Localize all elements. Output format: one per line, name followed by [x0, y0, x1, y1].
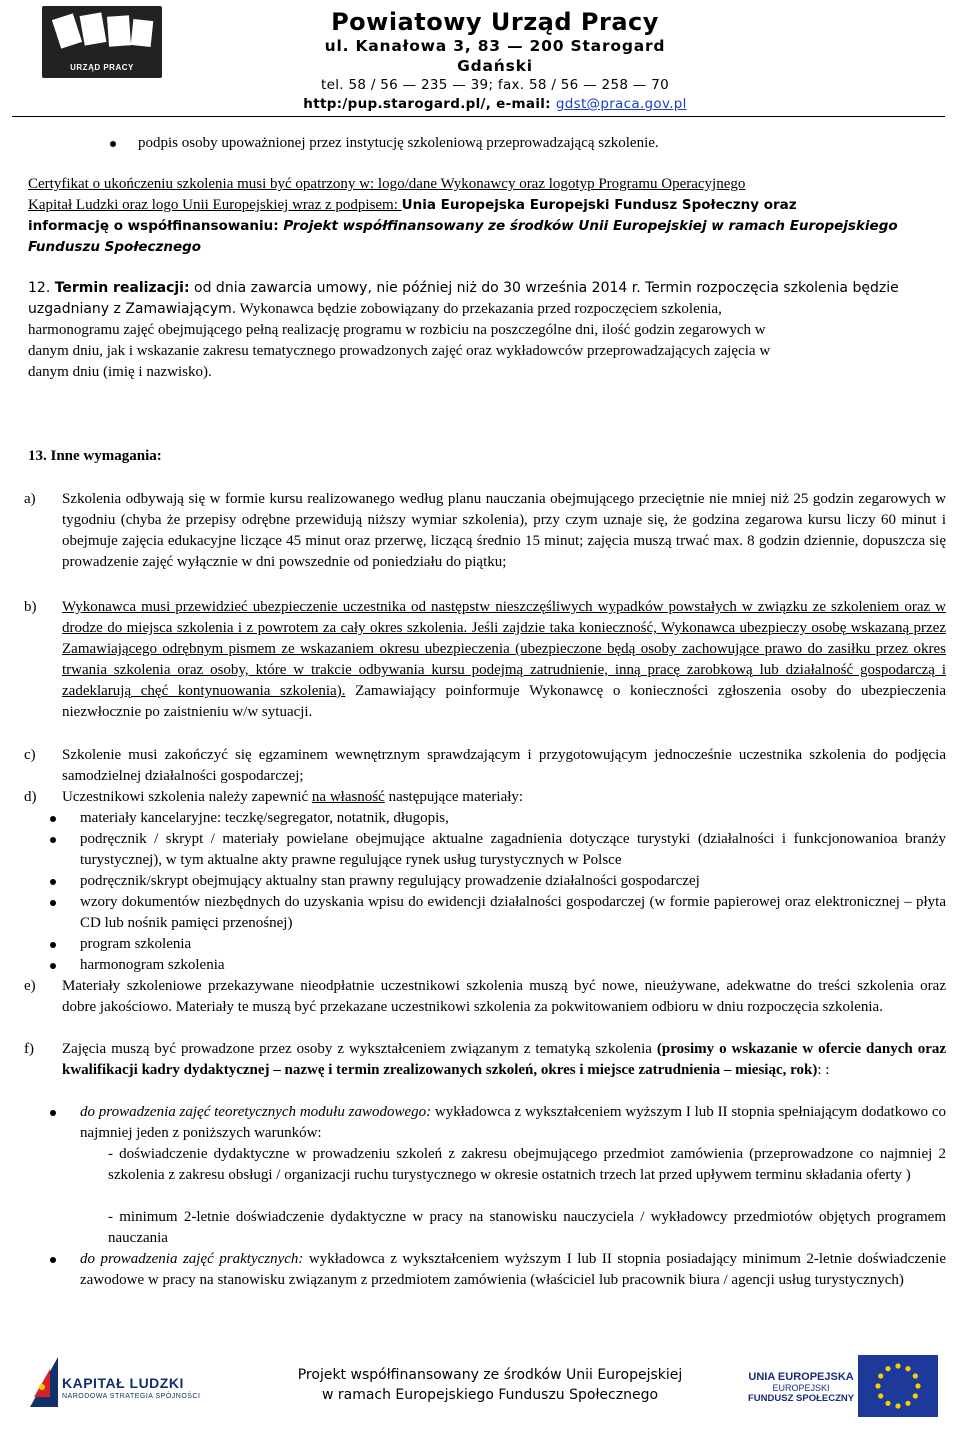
section-13-heading: 13. Inne wymagania:: [28, 448, 162, 464]
letterhead: [290, 8, 700, 113]
f-sub-item: - doświadczenie dydaktyczne w prowadzeniu szkoleń z zakresu obejmującego przedmiot zamówienia (przeprowadzone co najmniej 2 szkolenia z zakresu obsługi / organizacji ruchu turystycznego w okresie ostatnich trzech lat przed upływem terminu składania oferty ): [108, 1146, 946, 1183]
bullet-icon: [50, 879, 56, 885]
d-list-item: wzory dokumentów niezbędnych do uzyskania wpisu do ewidencji działalności gospodarczej (w formie papierowej oraz elektronicznej – płyta CD lub nośnik pamięci przenośnej): [80, 894, 946, 931]
bullet-icon: [50, 900, 56, 906]
section-12-line3: harmonogramu zajęć obejmującego pełną realizację programu w rozbiciu na poszczególne dni, ilość godzin zegarowych w: [28, 322, 766, 338]
item-e-text: Materiały szkoleniowe przekazywane nieodpłatnie uczestnikowi szkolenia muszą być nowe, nieużywane, adekwatne do treści szkolenia oraz dobre jakościowo. Materiały te muszą być przekazane uczestnikowi szkolenia za pokwitowaniem odbioru w dniu rozpoczęcia szkolenia.: [62, 978, 946, 1015]
certificate-line1: Certyfikat o ukończeniu szkolenia musi być opatrzony w: logo/dane Wykonawcy oraz logotyp Programu Operacyjnego: [28, 176, 746, 192]
bullet-icon: [50, 1257, 56, 1263]
item-d-label: d): [24, 789, 37, 805]
certificate-line3: informację o współfinansowaniu: Projekt współfinansowany ze środków Unii Europejskiej w ramach Europejskiego: [28, 218, 898, 234]
office-address: ul. Kanałowa 3, 83 — 200 Starogard Gdański: [324, 37, 666, 75]
kapital-ludzki-emblem: [30, 1357, 58, 1407]
kapital-ludzki-logo: KAPITAŁ LUDZKI NARODOWA STRATEGIA SPÓJNOŚCI: [62, 1375, 201, 1400]
certificate-line4: Funduszu Społecznego: [28, 239, 202, 255]
d-list-item: program szkolenia: [80, 936, 192, 952]
bullet-icon: [50, 816, 56, 822]
section-12-line5: danym dniu (imię i nazwisko).: [28, 364, 212, 380]
page-footer: [0, 1345, 960, 1435]
office-web: [290, 95, 700, 113]
d-list-item: materiały kancelaryjne: teczkę/segregator, notatnik, długopis,: [80, 810, 449, 826]
web-prefix: http:/pup.starogard.pl/, e-mail:: [303, 96, 556, 112]
certificate-line2: Kapitał Ludzki oraz logo Unii Europejskiej wraz z podpisem: Unia Europejska Europejski Fundusz Społeczny oraz: [28, 197, 797, 213]
f-list-item-theory: do prowadzenia zajęć teoretycznych modułu zawodowego: wykładowca z wykształceniem wyższym I lub II stopnia spełniającym dodatkowo co najmniej jeden z poniższych warunków:: [80, 1104, 946, 1141]
eu-flag-icon: [858, 1355, 938, 1417]
item-c-label: c): [24, 747, 36, 763]
bullet-icon: [50, 942, 56, 948]
d-list-item: podręcznik/skrypt obejmujący aktualny stan prawny regulujący prowadzenie działalności gospodarczej: [80, 873, 700, 889]
header-divider: [12, 116, 945, 117]
item-b-label: b): [24, 599, 37, 615]
office-title: Powiatowy Urząd Pracy: [331, 8, 659, 36]
signature-bullet: podpis osoby upoważnionej przez instytucję szkoleniową przeprowadzającą szkolenie.: [138, 135, 659, 151]
item-b-text: Wykonawca musi przewidzieć ubezpieczenie uczestnika od następstw nieszczęśliwych wypadków powstałych w związku ze szkoleniem oraz w drodze do miejsca szkolenia i z powrotem za cały okres szkolenia. Jeśli zajdzie taka konieczność, Wykonawca ubezpieczy osobę wskazaną przez Zamawiającego odrębnym pismem ze wskazaniem okresu ubezpieczenia (ubezpieczone będą osoby zachowujące prawo do zasiłku przez okres trwania szkolenia oraz osoby, które w trakcie odbywania kursu podejmą zatrudnienie, inną pracę zarobkową lub działalność gospodarczą i zadeklarują chęć kontynuowania szkolenia). Zamawiający poinformuje Wykonawcę o konieczności zgłoszenia osoby do ubezpieczenia niezwłocznie po zaistnieniu w/w sytuacji.: [62, 599, 946, 720]
section-12-line4: danym dniu, jak i wskazanie zakresu tematycznego prowadzonych zajęć oraz wykładowców przeprowadzających zajęcia w: [28, 343, 771, 359]
bullet-icon: [50, 1110, 56, 1116]
urzad-pracy-logo: [42, 6, 162, 78]
bullet-icon: [110, 141, 116, 147]
item-c-text: Szkolenie musi zakończyć się egzaminem wewnętrznym sprawdzającym i przygotowującym jednocześnie uczestnika szkolenia do podjęcia samodzielnej działalności gospodarczej;: [62, 747, 946, 784]
d-list-item: podręcznik / skrypt / materiały powielane obejmujące aktualne zagadnienia dotyczące turystyki (działalności i funkcjonowanioa branży turystycznej), w tym aktualne akty prawne regulujące rynek usług turystycznych w Polsce: [80, 831, 946, 868]
d-list-item: harmonogram szkolenia: [80, 957, 225, 973]
item-d-text: Uczestnikowi szkolenia należy zapewnić na własność następujące materiały:: [62, 789, 524, 805]
bullet-icon: [50, 837, 56, 843]
f-list-item-practice: do prowadzenia zajęć praktycznych: wykładowca z wykształceniem wyższym I lub II stopnia posiadający minimum 2-letnie doświadczenie zawodowe w pracy na stanowisku związanym z przedmiotem zamówienia (właściciel lub pracownik biura / agencji usług turystycznych): [80, 1251, 946, 1288]
item-e-label: e): [24, 978, 36, 994]
eu-label: UNIA EUROPEJSKA EUROPEJSKI FUNDUSZ SPOŁECZNY: [748, 1371, 855, 1404]
section-12-line2: uzgadniany z Zamawiającym. Wykonawca będzie zobowiązany do przekazania przed rozpoczęciem szkolenia,: [28, 301, 722, 317]
cofinancing-note: Projekt współfinansowany ze środków Unii Europejskiej w ramach Europejskiego Funduszu Społecznego: [297, 1367, 683, 1403]
email-link[interactable]: gdst@praca.gov.pl: [555, 96, 687, 112]
item-f-text: Zajęcia muszą być prowadzone przez osoby z wykształceniem związanym z tematyką szkolenia (prosimy o wskazanie w ofercie danych oraz kwalifikacji kadry dydaktycznej – nazwę i termin zrealizowanych szkoleń, okres i miejsce zatrudnienia – miesiąc, rok): :: [62, 1041, 947, 1078]
logo-text: URZĄD PRACY: [70, 63, 134, 72]
f-sub-item: - minimum 2-letnie doświadczenie dydaktyczne w pracy na stanowisku nauczyciela / wykładowcy przedmiotów objętych programem nauczania: [108, 1209, 946, 1246]
bullet-icon: [50, 963, 56, 969]
item-a-text: Szkolenia odbywają się w formie kursu realizowanego według planu nauczania obejmującego przeciętnie nie mniej niż 25 godzin zegarowych w tygodniu (chyba że przepisy odrębne przewidują niższy wymiar szkolenia), przy czym uznaje się, że godzina zegarowa kursu liczy 60 minut i obejmuje zajęcia edukacyjne liczące 45 minut oraz przerwę, liczącą średnio 15 minut; zajęcia muszą trwać max. 8 godzin dziennie, dopuszcza się prowadzenie zajęć wyłącznie w dni powszednie od poniedziału do piątku;: [62, 491, 946, 570]
item-a-label: a): [24, 491, 36, 507]
office-phone: tel. 58 / 56 — 235 — 39; fax. 58 / 56 — 258 — 70: [321, 77, 669, 93]
item-f-label: f): [24, 1041, 34, 1057]
section-12-line1: 12. Termin realizacji: od dnia zawarcia umowy, nie później niż do 30 września 2014 r. Termin rozpoczęcia szkolenia będzie: [28, 280, 899, 296]
